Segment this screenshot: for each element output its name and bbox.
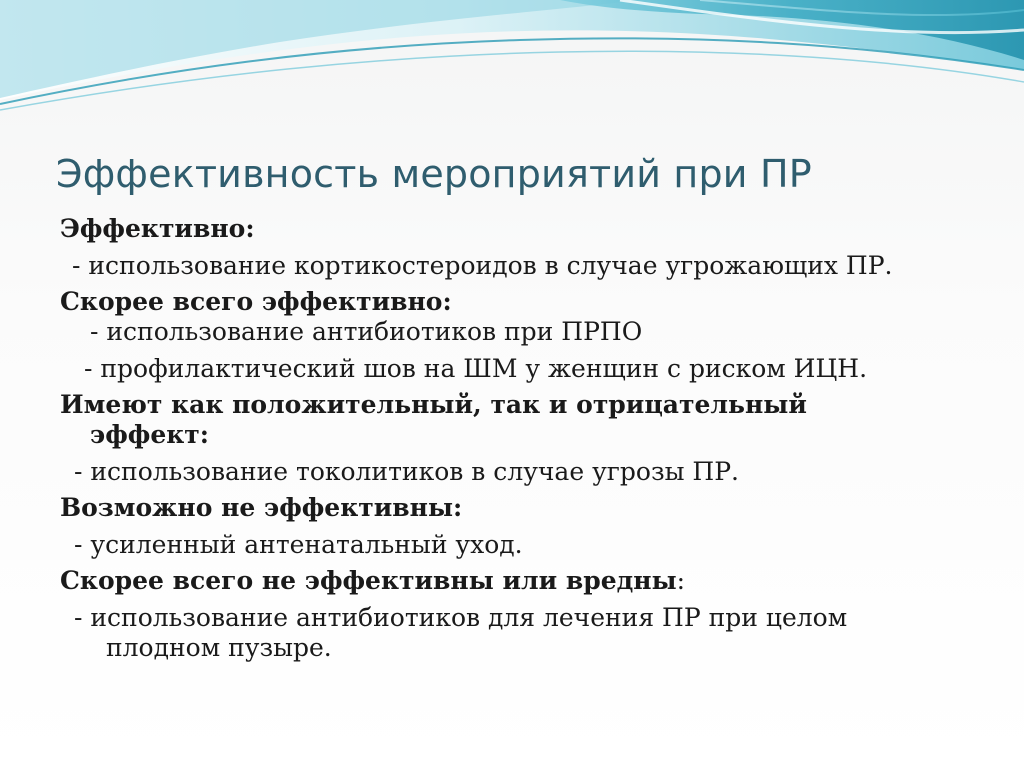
list-item: - профилактический шов на ШМ у женщин с риском ИЦН. [84,354,868,383]
decorative-waves [0,0,1024,130]
list-item-line: - использование антибиотиков для лечения ПР при целом [74,603,848,632]
list-item [60,603,960,663]
section-heading: Возможно не эффективны: [60,493,463,522]
section-heading [60,566,960,596]
section-heading: Скорее всего эффективно: [60,287,452,316]
list-item: - усиленный антенатальный уход. [74,530,523,559]
section-heading [60,390,960,450]
section-heading: Эффективно: [60,214,255,243]
list-item: - использование токолитиков в случае угрозы ПР. [74,457,739,486]
list-item: - использование антибиотиков при ПРПО [90,317,643,346]
section-heading-line: Имеют как положительный, так и отрицательный [60,390,807,419]
list-item-line: плодном пузыре. [106,633,332,662]
slide-body [60,214,960,663]
section-heading-text: Скорее всего не эффективны или вредны [60,566,677,595]
list-item: - использование кортикостероидов в случае угрожающих ПР. [72,251,893,280]
slide-title: Эффективность мероприятий при ПР [56,152,812,196]
section-heading-line: эффект: [90,420,209,449]
section-heading-colon: : [676,566,686,595]
